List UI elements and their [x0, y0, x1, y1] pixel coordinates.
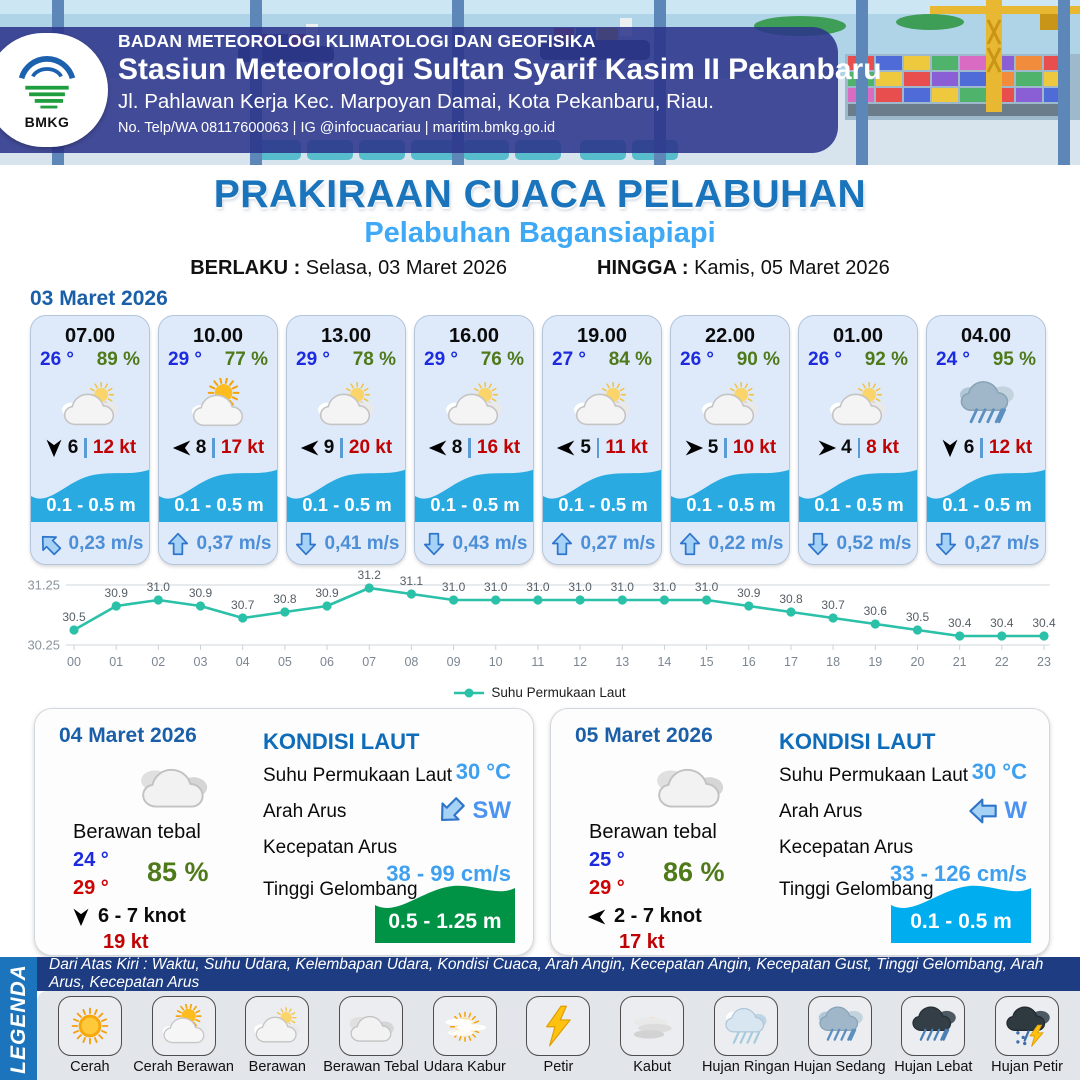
sst-label: Suhu Permukaan Laut — [263, 765, 453, 786]
forecast-card-1300 — [286, 315, 406, 565]
svg-text:31.0: 31.0 — [526, 580, 550, 594]
gust-speed: 11 kt — [605, 437, 648, 458]
gust-speed: 20 kt — [348, 437, 393, 458]
wind-speed: 8 — [451, 437, 463, 458]
wind-direction-icon — [428, 438, 448, 458]
divider — [340, 438, 343, 458]
air-temp: 26 ° — [40, 349, 75, 370]
weather-icon — [692, 378, 768, 432]
wind-direction-icon — [587, 907, 607, 927]
current-direction-icon — [805, 531, 831, 557]
current-row — [287, 531, 405, 557]
wind-direction-icon — [684, 438, 704, 458]
gust-speed: 12 kt — [988, 437, 1033, 458]
current-dir-label: Arah Arus — [263, 801, 347, 822]
wind-speed: 4 — [841, 437, 852, 458]
wind-direction-icon — [556, 438, 576, 458]
svg-text:20: 20 — [910, 655, 925, 669]
svg-text:12: 12 — [573, 655, 588, 669]
wave-height-band — [31, 462, 150, 522]
svg-text:23: 23 — [1037, 655, 1051, 669]
humidity: 85 % — [147, 857, 209, 887]
legend-item-hujan-petir: Hujan Petir — [981, 996, 1073, 1080]
current-speed: 0,27 m/s — [964, 533, 1040, 554]
svg-text:06: 06 — [320, 655, 334, 669]
svg-text:30.7: 30.7 — [231, 598, 255, 612]
humidity: 77 % — [224, 349, 268, 370]
svg-text:09: 09 — [446, 655, 461, 669]
wind-direction-icon — [940, 438, 960, 458]
current-speed: 0,22 m/s — [708, 533, 784, 554]
daily-cards-row — [34, 708, 1080, 956]
humidity: 84 % — [608, 349, 652, 370]
humidity: 95 % — [992, 349, 1036, 370]
current-direction-icon — [967, 795, 999, 827]
forecast-card-0700 — [30, 315, 150, 565]
hingga — [597, 257, 890, 280]
humidity: 76 % — [480, 349, 524, 370]
wind-range: 6 - 7 knot — [98, 905, 186, 927]
current-row — [671, 531, 789, 557]
legend-item-hujan-sedang: Hujan Sedang — [794, 996, 886, 1080]
svg-text:31.25: 31.25 — [27, 577, 60, 593]
air-temp: 29 ° — [424, 349, 459, 370]
svg-text:30.4: 30.4 — [1032, 616, 1056, 630]
gust-speed: 17 kt — [220, 437, 265, 458]
wave-height-badge — [375, 881, 515, 943]
svg-text:02: 02 — [151, 655, 166, 669]
legend-items — [37, 991, 1080, 1080]
svg-text:30.4: 30.4 — [948, 616, 972, 630]
legend-item-hujan-ringan: Hujan Ringan — [700, 996, 792, 1080]
forecast-time: 16.00 — [448, 325, 500, 347]
wind-speed: 5 — [580, 437, 591, 458]
gust-speed: 8 kt — [866, 437, 899, 458]
cerah-berawan-icon — [152, 996, 216, 1056]
svg-text:30.8: 30.8 — [273, 592, 297, 606]
forecast-card-2200 — [670, 315, 790, 565]
current-direction-icon — [677, 531, 703, 557]
svg-text:30.5: 30.5 — [62, 610, 86, 624]
current-row — [927, 531, 1045, 557]
wave-height-band — [159, 462, 278, 522]
svg-text:01: 01 — [109, 655, 124, 669]
current-speed: 38 - 99 cm/s — [386, 861, 511, 886]
sea-conditions-title: KONDISI LAUT — [779, 729, 936, 754]
legend-item-cerah-berawan: Cerah Berawan — [138, 996, 230, 1080]
hingga-label: HINGGA : — [597, 257, 689, 279]
wind-direction-icon — [172, 438, 192, 458]
forecast-time: 04.00 — [960, 325, 1012, 347]
current-row — [31, 531, 149, 557]
legend-item-berawan: Berawan — [231, 996, 323, 1080]
legend-item-berawan-tebal: Berawan Tebal — [325, 996, 417, 1080]
day-card-04-maret — [34, 708, 534, 956]
forecast-card-0400 — [926, 315, 1046, 565]
temp-max: 29 ° — [589, 877, 625, 899]
hourly-cards-row — [30, 315, 1052, 565]
legend-section — [0, 952, 1080, 1080]
weather-icon — [637, 751, 741, 817]
weather-icon — [308, 378, 384, 432]
legend-strip: Dari Atas Kiri : Waktu, Suhu Udara, Kelembapan Udara, Kondisi Cuaca, Arah Angin, Kecepatan Angin, Kecepatan Gust, Tinggi Gelombang, Arah Arus, Kecepatan Arus — [37, 957, 1080, 991]
current-row — [159, 531, 277, 557]
forecast-time: 01.00 — [832, 325, 884, 347]
svg-text:19: 19 — [868, 655, 883, 669]
humidity: 86 % — [663, 857, 725, 887]
chart-legend — [0, 685, 1080, 700]
station-contact: No. Telp/WA 08117600063 | IG @infocuacariau | maritim.bmkg.go.id — [118, 120, 556, 136]
current-speed: 0,41 m/s — [324, 533, 400, 554]
wind-speed: 6 — [963, 437, 975, 458]
wave-height: 0.1 - 0.5 m — [910, 910, 1012, 933]
svg-text:30.4: 30.4 — [990, 616, 1014, 630]
hujan-sedang-icon — [808, 996, 872, 1056]
humidity: 90 % — [736, 349, 780, 370]
forecast-card-0100 — [798, 315, 918, 565]
divider — [468, 438, 471, 458]
station-name: Stasiun Meteorologi Sultan Syarif Kasim II Pekanbaru — [118, 53, 882, 86]
wind-speed: 9 — [323, 437, 335, 458]
divider — [980, 438, 983, 458]
svg-text:31.0: 31.0 — [652, 580, 677, 594]
air-temp: 29 ° — [296, 349, 331, 370]
chart-legend-label: Suhu Permukaan Laut — [491, 685, 626, 700]
legend-item-kabut: Kabut — [606, 996, 698, 1080]
svg-text:18: 18 — [826, 655, 841, 669]
wave-height: 0.1 - 0.5 m — [46, 494, 136, 515]
berawan-tebal-icon — [339, 996, 403, 1056]
forecast-time: 07.00 — [64, 325, 116, 347]
divider — [84, 438, 87, 458]
hujan-lebat-icon — [901, 996, 965, 1056]
current-dir: SW — [435, 795, 511, 827]
kabut-icon — [620, 996, 684, 1056]
svg-text:15: 15 — [699, 655, 714, 669]
weather-icon — [121, 751, 225, 817]
svg-text:31.0: 31.0 — [568, 580, 592, 594]
current-speed: 0,43 m/s — [452, 533, 528, 554]
forecast-time: 10.00 — [192, 325, 244, 347]
svg-text:30.7: 30.7 — [821, 598, 845, 612]
validity-row — [0, 257, 1080, 280]
svg-text:30.9: 30.9 — [188, 586, 213, 600]
wave-height: 0.1 - 0.5 m — [814, 494, 904, 515]
weather-icon — [564, 378, 640, 432]
svg-text:10: 10 — [488, 655, 503, 669]
current-direction-icon — [549, 531, 575, 557]
divider — [597, 438, 600, 458]
svg-text:30.25: 30.25 — [27, 637, 60, 653]
svg-text:14: 14 — [657, 655, 672, 669]
berlaku-label: BERLAKU : — [190, 257, 301, 279]
forecast-card-1900 — [542, 315, 662, 565]
current-direction-icon — [293, 531, 319, 557]
wave-height-band — [671, 462, 790, 522]
wave-height-band — [543, 462, 662, 522]
bmkg-logo-label: BMKG — [24, 114, 70, 130]
current-speed-label: Kecepatan Arus — [779, 837, 914, 858]
day-date: 05 Maret 2026 — [575, 724, 713, 747]
air-temp: 27 ° — [552, 349, 587, 370]
svg-text:05: 05 — [277, 655, 292, 669]
header — [0, 0, 1080, 165]
svg-text:00: 00 — [67, 655, 81, 669]
legend-item-petir: Petir — [512, 996, 604, 1080]
air-temp: 26 ° — [680, 349, 715, 370]
station-address: Jl. Pahlawan Kerja Kec. Marpoyan Damai, Kota Pekanbaru, Riau. — [118, 90, 714, 113]
wind-speed: 8 — [195, 437, 207, 458]
svg-text:04: 04 — [235, 655, 250, 669]
sst-value: 30 °C — [455, 759, 511, 784]
hujan-petir-icon — [995, 996, 1059, 1056]
wave-height-band — [799, 462, 918, 522]
temp-min: 25 ° — [589, 849, 625, 871]
day-date: 04 Maret 2026 — [59, 724, 197, 747]
day-card-05-maret — [550, 708, 1050, 956]
condition-label: Berawan tebal — [73, 821, 201, 843]
humidity: 92 % — [864, 349, 908, 370]
page-subtitle: Pelabuhan Bagansiapiapi — [364, 217, 716, 249]
forecast-time: 19.00 — [576, 325, 628, 347]
condition-label: Berawan tebal — [589, 821, 717, 843]
wave-height-band — [415, 462, 534, 522]
weather-icon — [52, 378, 128, 432]
wind-direction-icon — [817, 438, 837, 458]
legend-vertical-bar — [0, 957, 37, 1080]
wave-height: 0.1 - 0.5 m — [302, 494, 392, 515]
current-direction-icon — [429, 788, 474, 833]
gust-speed: 16 kt — [476, 437, 521, 458]
sea-conditions-title: KONDISI LAUT — [263, 729, 420, 754]
svg-text:30.5: 30.5 — [905, 610, 930, 624]
wave-height: 0.1 - 0.5 m — [686, 494, 776, 515]
forecast-time: 13.00 — [320, 325, 372, 347]
current-direction-icon — [31, 526, 68, 563]
air-temp: 26 ° — [808, 349, 843, 370]
current-speed: 33 - 126 cm/s — [890, 861, 1027, 886]
svg-text:03: 03 — [193, 655, 208, 669]
current-dir: W — [967, 795, 1027, 827]
berawan-icon — [245, 996, 309, 1056]
hingga-value: Kamis, 05 Maret 2026 — [694, 257, 890, 279]
sst-label: Suhu Permukaan Laut — [779, 765, 969, 786]
temp-max: 29 ° — [73, 877, 109, 899]
berlaku-value: Selasa, 03 Maret 2026 — [305, 257, 508, 279]
wind-range: 2 - 7 knot — [614, 905, 702, 927]
legend-item-udara-kabur: Udara Kabur — [419, 996, 511, 1080]
current-speed: 0,27 m/s — [580, 533, 656, 554]
gust-speed: 12 kt — [92, 437, 137, 458]
svg-text:31.2: 31.2 — [357, 569, 381, 582]
wave-height: 0.5 - 1.25 m — [388, 910, 502, 933]
svg-text:31.0: 31.0 — [146, 580, 170, 594]
svg-text:30.9: 30.9 — [737, 586, 761, 600]
gust-speed: 10 kt — [732, 437, 777, 458]
svg-text:11: 11 — [531, 655, 545, 669]
svg-text:16: 16 — [741, 655, 756, 669]
svg-text:31.0: 31.0 — [441, 580, 466, 594]
divider — [724, 438, 727, 458]
svg-text:30.8: 30.8 — [779, 592, 803, 606]
header-text — [118, 31, 882, 136]
divider — [212, 438, 215, 458]
wind-direction-icon — [71, 907, 91, 927]
current-direction-icon — [421, 531, 447, 557]
svg-text:30.9: 30.9 — [315, 586, 339, 600]
wave-height: 0.1 - 0.5 m — [174, 494, 264, 515]
svg-text:07: 07 — [362, 655, 377, 669]
temp-min: 24 ° — [73, 849, 109, 871]
weather-icon — [948, 378, 1024, 432]
weather-icon — [820, 378, 896, 432]
legend-title: LEGENDA — [6, 963, 30, 1074]
petir-icon — [526, 996, 590, 1056]
sst-chart — [0, 569, 1080, 700]
wave-height: 0.1 - 0.5 m — [558, 494, 648, 515]
current-row — [799, 531, 917, 557]
svg-text:31.0: 31.0 — [484, 580, 508, 594]
gust-speed: 17 kt — [619, 931, 665, 953]
current-speed-label: Kecepatan Arus — [263, 837, 398, 858]
wind-speed: 5 — [707, 437, 719, 458]
current-speed: 0,23 m/s — [68, 533, 144, 554]
current-direction-icon — [933, 531, 959, 557]
hujan-ringan-icon — [714, 996, 778, 1056]
wave-label: Tinggi Gelombang — [263, 879, 418, 900]
wind-row — [71, 905, 186, 928]
forecast-time: 22.00 — [704, 325, 756, 347]
svg-text:17: 17 — [784, 655, 798, 669]
cerah-icon — [58, 996, 122, 1056]
wave-height: 0.1 - 0.5 m — [942, 494, 1032, 515]
svg-text:08: 08 — [404, 655, 419, 669]
legend-item-cerah: Cerah — [44, 996, 136, 1080]
forecast-card-1000 — [158, 315, 278, 565]
weather-icon — [436, 378, 512, 432]
svg-text:30.9: 30.9 — [104, 586, 128, 600]
current-speed: 0,52 m/s — [836, 533, 912, 554]
air-temp: 29 ° — [168, 349, 203, 370]
svg-text:13: 13 — [615, 655, 630, 669]
current-direction-icon — [165, 531, 191, 557]
wave-height-band — [287, 462, 406, 522]
wind-speed: 6 — [67, 437, 79, 458]
wind-direction-icon — [44, 438, 64, 458]
divider — [858, 438, 861, 458]
current-row — [415, 531, 533, 557]
legend-item-hujan-lebat: Hujan Lebat — [887, 996, 979, 1080]
bmkg-logo-icon — [14, 50, 80, 116]
udara-kabur-icon — [433, 996, 497, 1056]
berlaku — [190, 257, 507, 280]
wave-label: Tinggi Gelombang — [779, 879, 934, 900]
sst-chart-plot — [0, 569, 1080, 685]
air-temp: 24 ° — [936, 349, 971, 370]
agency-name: BADAN METEOROLOGI KLIMATOLOGI DAN GEOFISIKA — [118, 31, 596, 51]
current-row — [543, 531, 661, 557]
current-dir-label: Arah Arus — [779, 801, 863, 822]
wind-direction-icon — [300, 438, 320, 458]
svg-text:31.1: 31.1 — [399, 574, 424, 588]
svg-text:31.0: 31.0 — [610, 580, 634, 594]
svg-text:31.0: 31.0 — [694, 580, 719, 594]
legend-marker-icon — [454, 688, 484, 698]
forecast-card-1600 — [414, 315, 534, 565]
svg-text:22: 22 — [994, 655, 1009, 669]
forecast-date: 03 Maret 2026 — [30, 287, 168, 310]
wave-height-band — [927, 462, 1046, 522]
page-title: PRAKIRAAN CUACA PELABUHAN — [213, 173, 867, 216]
sst-value: 30 °C — [971, 759, 1027, 784]
humidity: 78 % — [352, 349, 396, 370]
humidity: 89 % — [96, 349, 140, 370]
wave-height: 0.1 - 0.5 m — [430, 494, 520, 515]
svg-text:30.6: 30.6 — [863, 604, 887, 618]
wind-row — [587, 905, 702, 928]
svg-text:21: 21 — [952, 655, 967, 669]
current-speed: 0,37 m/s — [196, 533, 272, 554]
weather-icon — [180, 378, 256, 432]
wave-height-badge — [891, 881, 1031, 943]
gust-speed: 19 kt — [103, 931, 149, 953]
